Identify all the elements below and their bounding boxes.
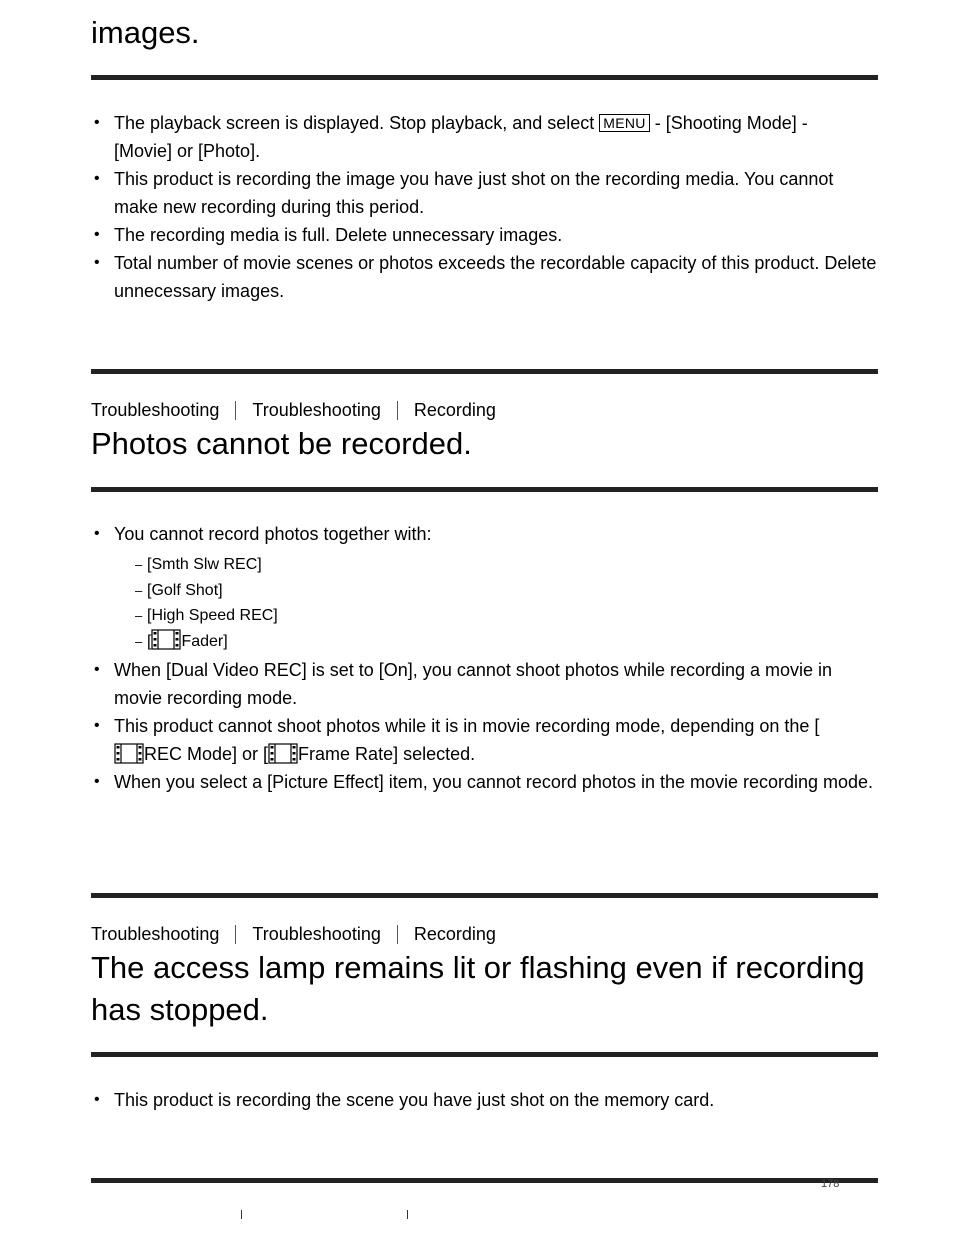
list-item: • The playback screen is displayed. Stop playback, and select MENU - [Shooting Mode] - [Movie] or [Photo]. (91, 109, 878, 165)
breadcrumb-item[interactable]: Recording (413, 924, 496, 944)
list-item: • When you select a [Picture Effect] item, you cannot record photos in the movie recording mode. (91, 768, 878, 796)
breadcrumb-item[interactable]: Troubleshooting (252, 924, 381, 944)
list-item: • Total number of movie scenes or photos exceeds the recordable capacity of this product. Delete unnecessary images. (91, 249, 878, 305)
list-item: • This product is recording the scene you have just shot on the memory card. (91, 1086, 878, 1114)
sub-list-item: – [Golf Shot] (135, 578, 878, 604)
page-heading-fragment: images. (91, 15, 200, 50)
breadcrumb-separator (397, 401, 398, 420)
film-strip-icon (151, 629, 181, 650)
breadcrumb-item[interactable]: Troubleshooting (252, 400, 381, 420)
breadcrumb-separator (235, 925, 236, 944)
section1-bullet-list (91, 109, 878, 305)
sub-list-item: – [Smth Slw REC] (135, 552, 878, 578)
breadcrumb-item[interactable]: Troubleshooting (91, 924, 220, 944)
list-item: • The recording media is full. Delete unnecessary images. (91, 221, 878, 249)
section-divider (91, 75, 878, 80)
breadcrumb (91, 922, 496, 946)
breadcrumb-item[interactable]: Recording (413, 400, 496, 420)
page-title: Photos cannot be recorded. (91, 426, 472, 461)
page-number: 178 (821, 1178, 840, 1190)
footer-divider (91, 1178, 878, 1183)
breadcrumb (91, 398, 496, 422)
section-divider (91, 1052, 878, 1057)
list-item: • This product cannot shoot photos while it is in movie recording mode, depending on the [ REC Mode] or [ Frame Rate] selected. (91, 712, 878, 768)
list-item: • This product is recording the image you have just shot on the recording media. You cannot make new recording during this period. (91, 165, 878, 221)
breadcrumb-separator (241, 1210, 242, 1219)
list-item: • When [Dual Video REC] is set to [On], you cannot shoot photos while recording a movie in movie recording mode. (91, 656, 878, 712)
sub-list-item: – [High Speed REC] (135, 603, 878, 629)
breadcrumb-separator (407, 1210, 408, 1219)
sub-list (135, 552, 878, 654)
breadcrumb-separator (235, 401, 236, 420)
section-divider (91, 487, 878, 492)
section-divider (91, 893, 878, 898)
sub-list-item: – [ Fader] (135, 629, 878, 655)
section3-bullet-list (91, 1086, 878, 1114)
section2-bullet-list (91, 520, 878, 796)
breadcrumb-item[interactable]: Troubleshooting (91, 400, 220, 420)
breadcrumb-separator (397, 925, 398, 944)
menu-button-icon: MENU (599, 114, 649, 132)
page-title: The access lamp remains lit or flashing even if recording has stopped. (91, 950, 865, 1027)
film-strip-icon (114, 743, 144, 764)
section-divider (91, 369, 878, 374)
list-item: • You cannot record photos together with: – [Smth Slw REC] – [Golf Shot] – [High Speed REC] – [ Fader] (91, 520, 878, 654)
film-strip-icon (268, 743, 298, 764)
